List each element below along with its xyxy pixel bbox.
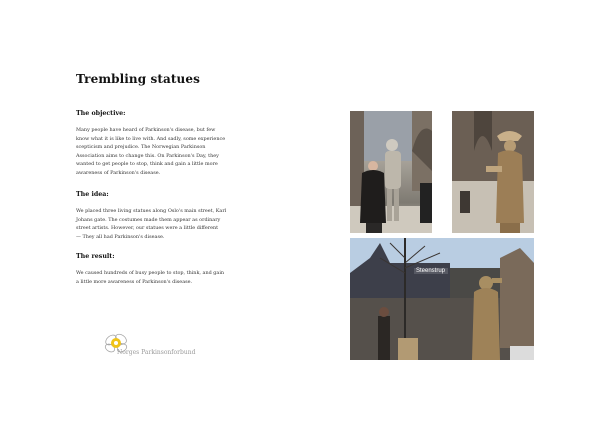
idea-line: — They all had Parkinson's disease.	[76, 233, 165, 240]
result-section	[76, 253, 241, 286]
idea-line: street artists. However, our statues were a little different	[76, 225, 219, 231]
result-line: a little more awareness of Parkinson's disease.	[76, 278, 193, 285]
objective-line: awareness of Parkinson's disease.	[76, 169, 161, 176]
photo-statue-with-onlooker	[350, 111, 432, 233]
idea-heading: The idea:	[76, 191, 109, 198]
photo-golden-statue	[452, 111, 534, 233]
objective-section	[76, 110, 241, 177]
page-title: Trembling statues	[76, 72, 200, 86]
idea-text	[76, 207, 241, 241]
idea-line: We placed three living statues along Oslo's main street, Karl	[76, 208, 227, 214]
objective-line: Association aims to change this. On Parkinson's Day, they	[76, 152, 219, 159]
flower-logo-icon	[103, 331, 131, 363]
parkinson-association-logo	[103, 331, 203, 363]
objective-line: know what it is like to live with. And sadly, some experience	[76, 135, 226, 142]
result-heading: The result:	[76, 253, 115, 260]
result-text	[76, 269, 241, 286]
idea-line: Johans gate. The costumes made them appear as ordinary	[76, 216, 221, 223]
result-line: We caused hundreds of busy people to stop, think, and gain	[76, 270, 225, 276]
objective-heading: The objective:	[76, 110, 126, 117]
objective-line: scepticism and prejudice. The Norwegian Parkinson	[76, 144, 206, 150]
objective-line: Many people have heard of Parkinson's disease, but few	[76, 127, 216, 133]
idea-section	[76, 191, 241, 241]
objective-line: wanted to get people to stop, think and gain a little more	[76, 161, 218, 167]
photo-street-scene	[350, 238, 534, 360]
objective-text	[76, 126, 241, 177]
logo-text: Norges Parkinsonforbund	[117, 349, 196, 356]
street-sign-text: Steenstrup	[416, 268, 446, 274]
